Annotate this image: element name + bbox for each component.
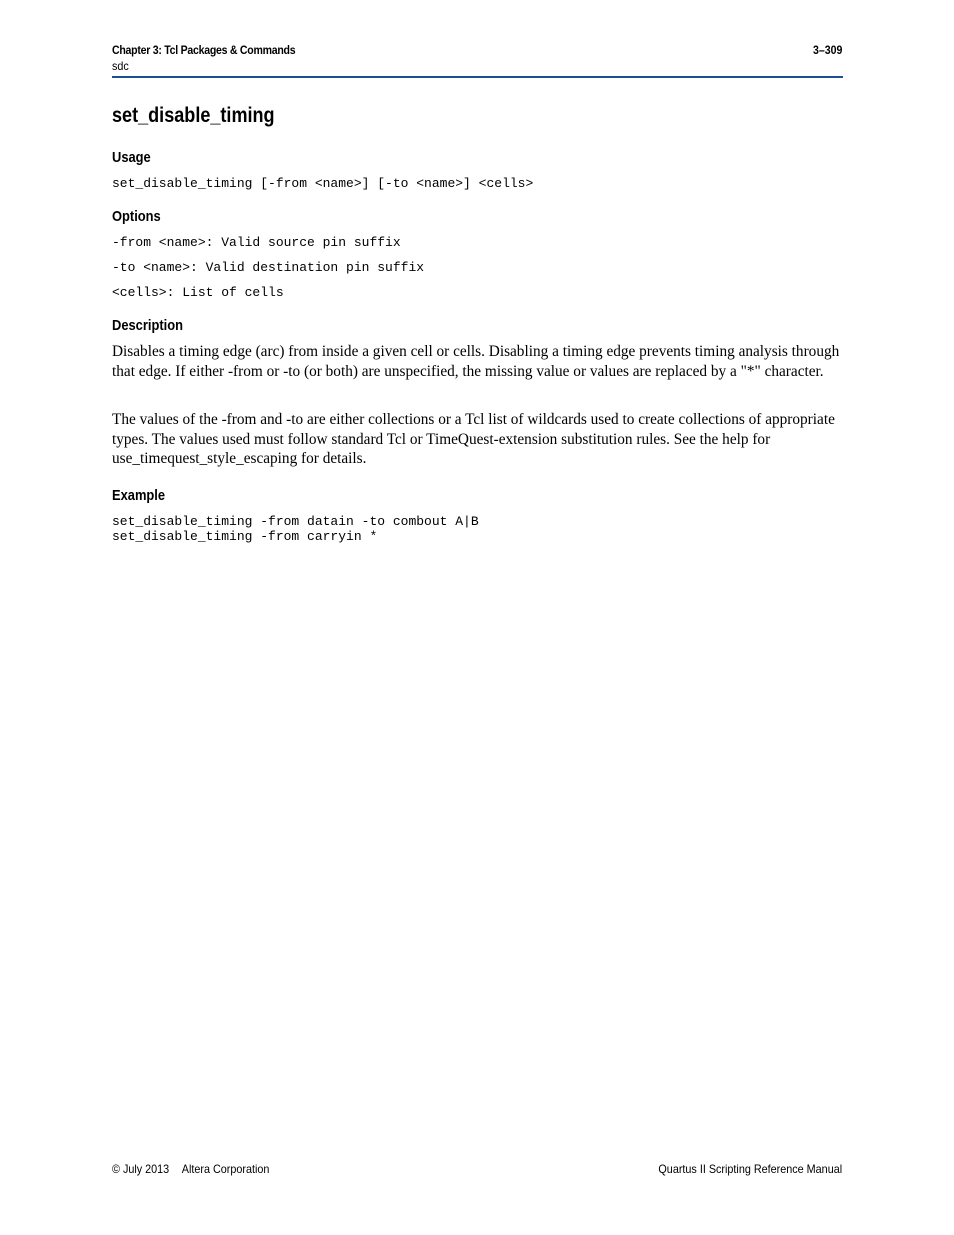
- footer-date: © July 2013: [112, 1162, 170, 1176]
- usage-code: set_disable_timing [-from <name>] [-to <name>] <cells>: [112, 176, 534, 191]
- options-heading: Options: [112, 208, 161, 225]
- footer-manual-title: Quartus II Scripting Reference Manual: [658, 1162, 842, 1176]
- option-item: <cells>: List of cells: [112, 285, 284, 300]
- description-heading: Description: [112, 317, 183, 334]
- footer-left: [112, 1162, 269, 1176]
- chapter-title: Chapter 3: Tcl Packages & Commands: [112, 43, 296, 57]
- description-paragraph: The values of the -from and -to are either collections or a Tcl list of wildcards used to create collections of appropriate types. The values used must follow standard Tcl or TimeQuest-extension substitution rules. See the help for use_timequest_style_escaping for details.: [112, 411, 835, 467]
- footer-company: Altera Corporation: [181, 1162, 270, 1176]
- example-code-line: set_disable_timing -from datain -to combout A|B: [112, 514, 479, 529]
- header-divider: [112, 76, 843, 78]
- page-title: set_disable_timing: [112, 104, 275, 127]
- option-item: -from <name>: Valid source pin suffix: [112, 235, 401, 250]
- option-item: -to <name>: Valid destination pin suffix: [112, 260, 425, 275]
- example-code-line: set_disable_timing -from carryin *: [112, 529, 378, 544]
- example-heading: Example: [112, 487, 166, 504]
- description-paragraph: Disables a timing edge (arc) from inside a given cell or cells. Disabling a timing edge prevents timing analysis through that edge. If either -from or -to (or both) are unspecified, the missing value or values are replaced by a "*" character.: [112, 343, 840, 380]
- section-name: sdc: [112, 59, 129, 73]
- usage-heading: Usage: [112, 149, 151, 166]
- page-number: 3–309: [812, 43, 842, 57]
